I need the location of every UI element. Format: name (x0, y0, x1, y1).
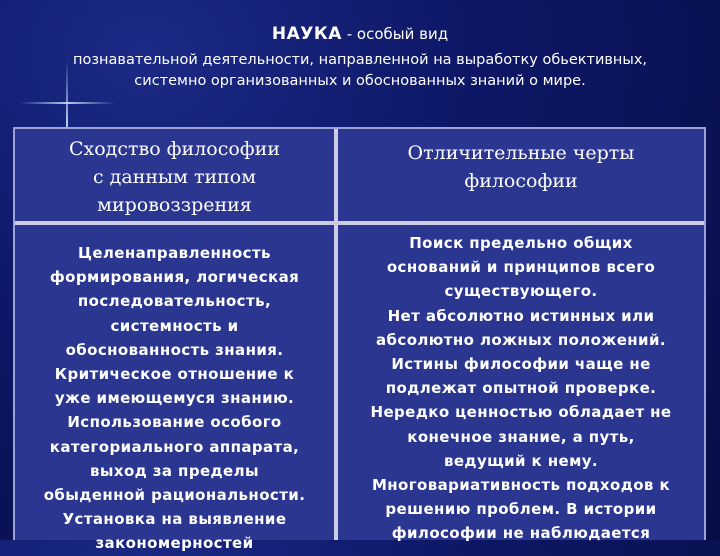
definition-text (40, 50, 680, 92)
cell-line: Установка на выявление (62, 510, 287, 529)
cell-line: ведущий к нему. (443, 451, 599, 470)
cell-line: оснований и принципов всего (386, 258, 656, 277)
header-similarity (15, 135, 334, 219)
title-rest: - особый вид (341, 25, 449, 43)
cell-line: решению проблем. В истории (385, 500, 657, 519)
definition-line: познавательной деятельности, направленной на выработку обьективных, (72, 52, 648, 68)
header-differences (338, 139, 704, 195)
cell-line: подлежат опытной проверке. (385, 379, 657, 398)
cell-line: Использование особого (67, 413, 282, 432)
title-word: НАУКА (271, 24, 342, 44)
cell-line: категориального аппарата, (49, 437, 300, 456)
cell-line: Истины философии чаще не (391, 355, 651, 374)
cell-line: Нет абсолютно истинных или (387, 306, 655, 325)
cell-line: формирования, логическая (49, 268, 300, 287)
comparison-table (13, 127, 706, 553)
cell-line: Многовариативность подходов к (371, 476, 671, 495)
definition-line: системно организованных и обоснованных знаний о мире. (134, 73, 586, 89)
header-divider (15, 221, 704, 225)
header-line: Отличительные черты (407, 142, 635, 164)
cell-line: философии не наблюдается (391, 524, 651, 543)
similarity-cell (15, 241, 334, 556)
cell-line: абсолютно ложных положений. (376, 330, 666, 349)
cell-line: Нередко ценностью обладает не (370, 403, 672, 422)
cell-line: уже имеющемуся знанию. (54, 389, 295, 408)
differences-cell (338, 231, 704, 546)
cell-line: обоснованность знания. (65, 340, 284, 359)
slide-title (0, 24, 720, 44)
cell-line: Критическое отношение к (54, 365, 295, 384)
header-line: с данным типом (92, 166, 257, 188)
cell-line: конечное знание, а путь, (407, 427, 635, 446)
sparkle-decoration-horizontal (20, 102, 115, 104)
cell-line: закономерностей (95, 534, 254, 553)
header-line: философии (464, 170, 578, 192)
cell-line: выход за пределы (90, 461, 259, 480)
cell-line: системность и (110, 316, 239, 335)
cell-line: Поиск предельно общих (409, 234, 633, 252)
cell-line: существующего. (444, 282, 598, 301)
cell-line: обыденной рациональности. (43, 486, 306, 505)
cell-line: Целенаправленность (78, 244, 271, 262)
table-header-row (15, 129, 704, 221)
header-line: Сходство философии (68, 138, 281, 160)
cell-line: последовательность, (77, 292, 272, 311)
header-line: мировоззрения (97, 194, 252, 216)
